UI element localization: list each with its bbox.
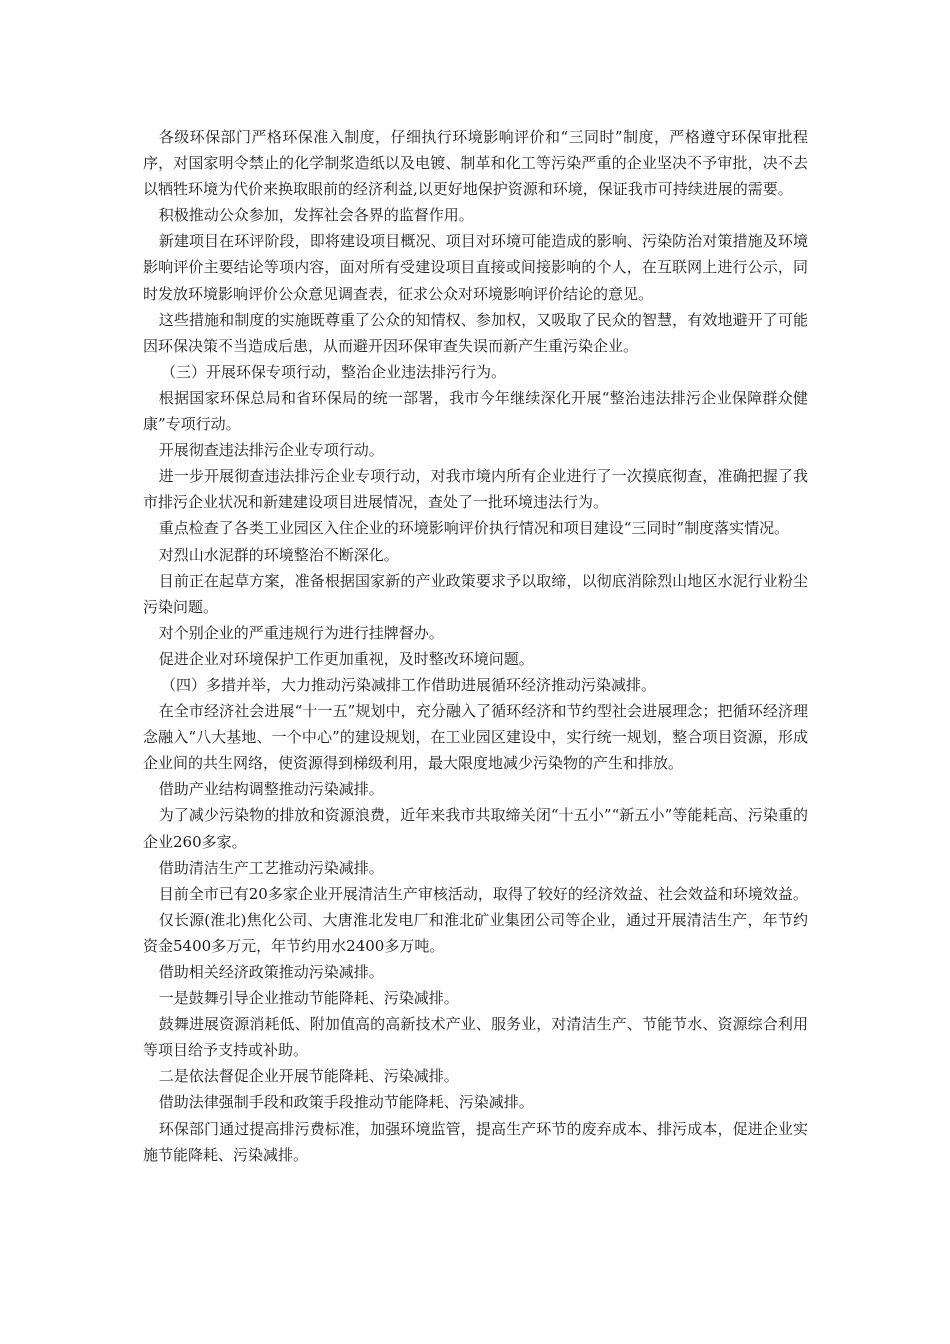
paragraph: 各级环保部门严格环保准入制度，仔细执行环境影响评价和“三同时”制度，严格遵守环保审批程序，对国家明令禁止的化学制浆造纸以及电镀、制革和化工等污染严重的企业坚决不予审批，决不去以牺牲环境为代价来换取眼前的经济利益,以更好地保护资源和环境，保证我市可持续进展的需要。 xyxy=(143,128,808,199)
paragraph: 环保部门通过提高排污费标准，加强环境监管，提高生产环节的废弃成本、排污成本，促进企业实施节能降耗、污染减排。 xyxy=(143,1119,808,1164)
paragraph: 为了减少污染物的排放和资源浪费，近年来我市共取缔关闭“十五小”“新五小”等能耗高、污染重的企业260多家。 xyxy=(143,806,808,851)
paragraph: 二是依法督促企业开展节能降耗、污染减排。 xyxy=(158,1067,459,1086)
paragraph: 促进企业对环境保护工作更加重视，及时整改环境问题。 xyxy=(158,649,534,668)
paragraph: 积极推动公众参加，发挥社会各界的监督作用。 xyxy=(158,206,474,225)
paragraph: 对烈山水泥群的环境整治不断深化。 xyxy=(158,545,399,564)
paragraph: 一是鼓舞引导企业推动节能降耗、污染减排。 xyxy=(158,989,459,1008)
paragraph: 鼓舞进展资源消耗低、附加值高的高新技术产业、服务业，对清洁生产、节能节水、资源综合利用等项目给予支持或补助。 xyxy=(143,1015,808,1060)
paragraph: 借助相关经济政策推动污染减排。 xyxy=(158,963,384,981)
paragraph: 新建项目在环评阶段，即将建设项目概况、项目对环境可能造成的影响、污染防治对策措施及环境影响评价主要结论等项内容，面对所有受建设项目直接或间接影响的个人，在互联网上进行公示，同时发放环境影响评价公众意见调查表，征求公众对环境影响评价结论的意见。 xyxy=(143,232,808,303)
document-body xyxy=(143,124,808,1168)
paragraph: 借助清洁生产工艺推动污染减排。 xyxy=(158,858,384,877)
paragraph: 重点检查了各类工业园区入住企业的环境影响评价执行情况和项目建设“三同时”制度落实情况。 xyxy=(158,519,790,538)
paragraph: 仅长源(淮北)焦化公司、大唐淮北发电厂和淮北矿业集团公司等企业，通过开展清洁生产，年节约资金5400多万元，年节约用水2400多万吨。 xyxy=(143,910,808,955)
paragraph: 在全市经济社会进展“十一五”规划中，充分融入了循环经济和节约型社会进展理念；把循环经济理念融入“八大基地、一个中心”的建设规划，在工业园区建设中，实行统一规划，整合项目资源，形成企业间的共生网络，使资源得到梯级利用，最大限度地减少污染物的产生和排放。 xyxy=(143,702,808,773)
paragraph: 对个别企业的严重违规行为进行挂牌督办。 xyxy=(158,623,444,642)
paragraph: 借助法律强制手段和政策手段推动节能降耗、污染减排。 xyxy=(158,1093,534,1112)
paragraph: 目前全市已有20多家企业开展清洁生产审核活动，取得了较好的经济效益、社会效益和环境效益。 xyxy=(158,884,808,903)
section-heading: （三）开展环保专项行动，整治企业违法排污行为。 xyxy=(161,362,507,381)
paragraph: 借助产业结构调整推动污染减排。 xyxy=(158,780,384,799)
paragraph: 目前正在起草方案，准备根据国家新的产业政策要求予以取缔，以彻底消除烈山地区水泥行业粉尘污染问题。 xyxy=(143,571,808,616)
paragraph: 开展彻查违法排污企业专项行动。 xyxy=(158,441,384,460)
section-heading: （四）多措并举，大力推动污染减排工作借助进展循环经济推动污染减排。 xyxy=(161,675,657,694)
paragraph: 这些措施和制度的实施既尊重了公众的知情权、参加权，又吸取了民众的智慧，有效地避开了可能因环保决策不当造成后患，从而避开因环保审查失误而新产生重污染企业。 xyxy=(143,310,808,355)
paragraph: 根据国家环保总局和省环保局的统一部署，我市今年继续深化开展“整治违法排污企业保障群众健康”专项行动。 xyxy=(143,388,808,434)
paragraph: 进一步开展彻查违法排污企业专项行动，对我市境内所有企业进行了一次摸底彻查，准确把握了我市排污企业状况和新建建设项目进展情况，查处了一批环境违法行为。 xyxy=(143,467,808,512)
